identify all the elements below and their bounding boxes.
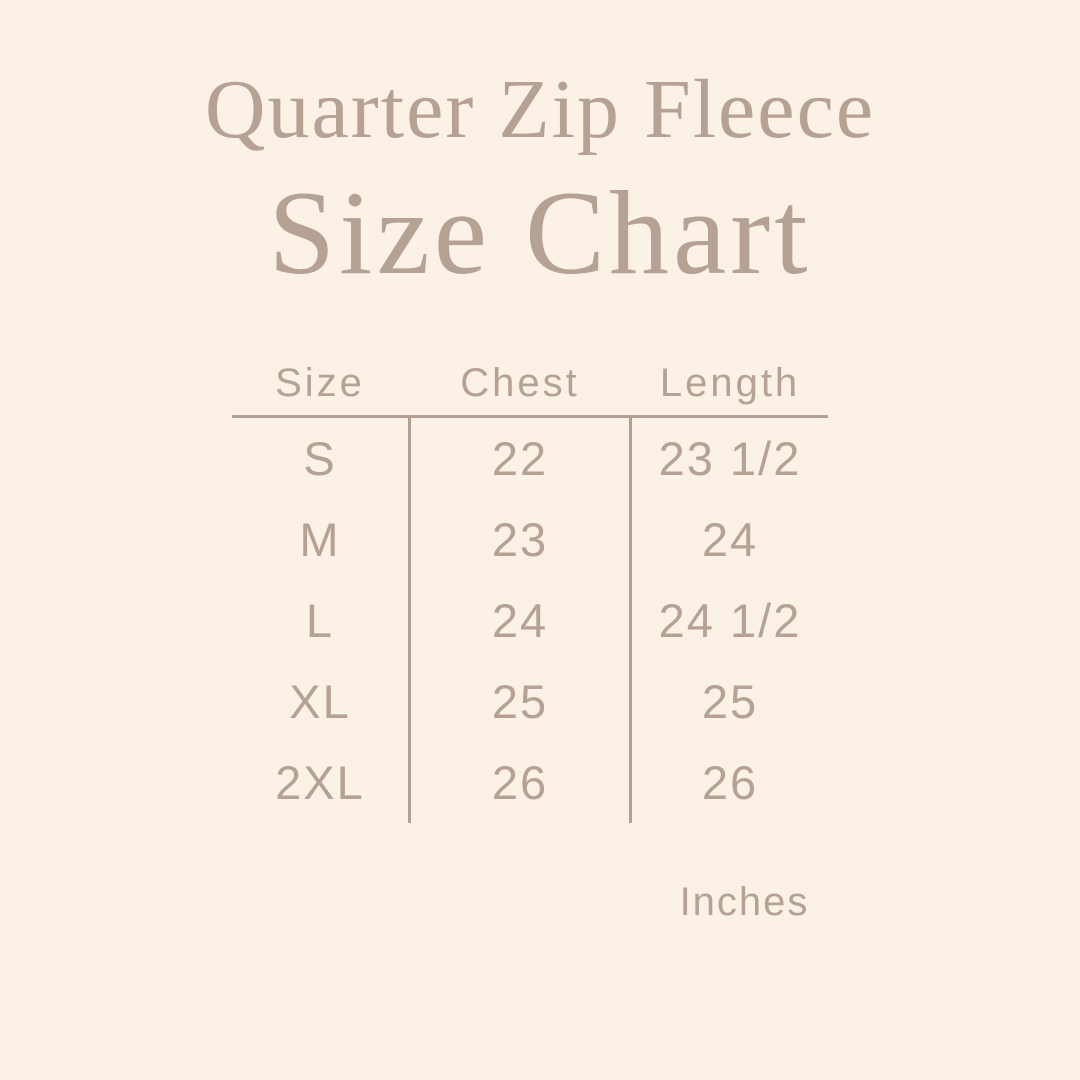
table-cell-chest: 23 — [408, 499, 632, 580]
table-cell-length: 25 — [701, 675, 759, 728]
page-title: Size Chart — [268, 165, 812, 299]
unit-label: Inches — [679, 880, 810, 924]
column-header-length: Length — [659, 361, 801, 405]
table-cell-length: 26 — [701, 756, 759, 809]
product-title: Quarter Zip Fleece — [204, 63, 876, 156]
table-cell-length: 24 1/2 — [658, 594, 802, 647]
column-header-size: Size — [275, 361, 365, 405]
table-header-row — [232, 352, 828, 418]
table-cell-chest: 26 — [408, 742, 632, 823]
table-cell-size: 2XL — [275, 756, 365, 809]
table-cell-size: S — [303, 432, 337, 485]
table-cell-length: 23 1/2 — [658, 432, 802, 485]
table-cell-chest: 22 — [408, 418, 632, 499]
table-cell-size: L — [305, 594, 335, 647]
column-header-chest: Chest — [460, 361, 580, 405]
table-cell-chest: 24 — [408, 580, 632, 661]
table-cell-size: M — [299, 513, 341, 566]
table-cell-length: 24 — [701, 513, 759, 566]
table-cell-chest: 25 — [408, 661, 632, 742]
table-cell-size: XL — [289, 675, 351, 728]
title-block — [0, 62, 1080, 299]
table-body — [232, 418, 828, 823]
size-table — [232, 352, 828, 823]
